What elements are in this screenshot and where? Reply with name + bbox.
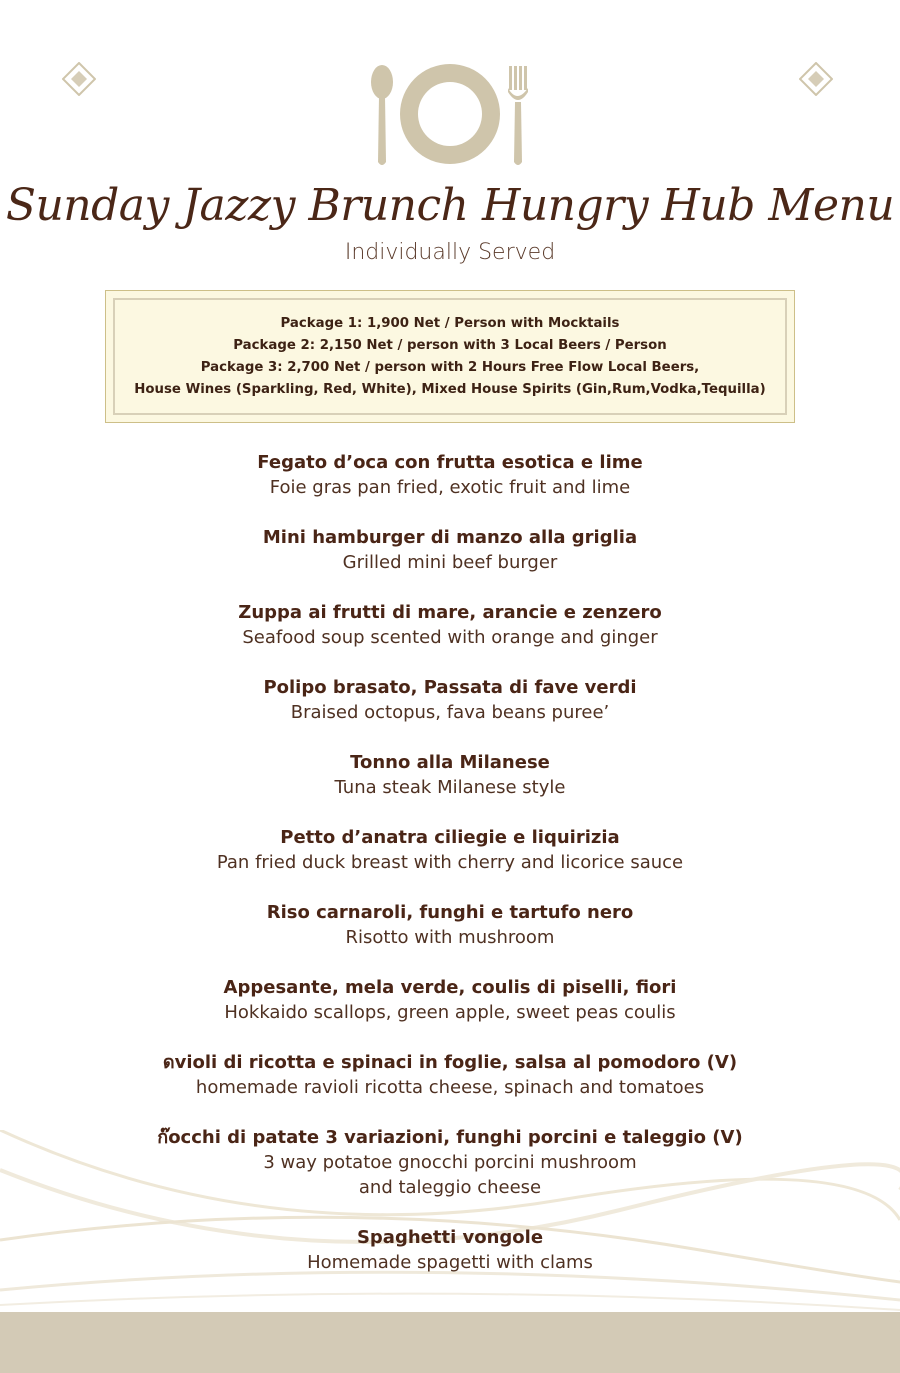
dish-item <box>0 1125 900 1200</box>
dish-item <box>0 1225 900 1275</box>
plate-and-cutlery-icon <box>360 62 540 170</box>
dish-item <box>0 450 900 500</box>
dish-list <box>0 450 900 1300</box>
dish-english-description: Hokkaido scallops, green apple, sweet peas coulis <box>224 1002 676 1023</box>
footer-band <box>0 1312 900 1373</box>
package-line: Package 3: 2,700 Net / person with 2 Hours Free Flow Local Beers, <box>200 359 700 375</box>
package-box <box>105 290 795 423</box>
dish-english-description: Braised octopus, fava beans puree’ <box>290 702 610 723</box>
dish-english-description: Foie gras pan fried, exotic fruit and lime <box>269 477 631 498</box>
dish-english-description: Grilled mini beef burger <box>342 552 558 573</box>
diamond-ornament-icon <box>62 62 96 96</box>
dish-italian-name: Mini hamburger di manzo alla griglia <box>262 527 638 548</box>
package-list <box>113 298 787 415</box>
dish-italian-name: Riso carnaroli, funghi e tartufo nero <box>266 902 634 923</box>
dish-italian-name: Polipo brasato, Passata di fave verdi <box>263 677 637 698</box>
menu-subtitle: Individually Served <box>344 240 556 265</box>
package-line: Package 2: 2,150 Net / person with 3 Local Beers / Person <box>233 337 667 353</box>
dish-italian-name: Appesante, mela verde, coulis di piselli, fiori <box>223 977 677 998</box>
dish-italian-name: ก๊occhi di patate 3 variazioni, funghi porcini e taleggio (V) <box>157 1127 743 1148</box>
dish-english-description: Seafood soup scented with orange and ginger <box>242 627 658 648</box>
dish-item <box>0 750 900 800</box>
dish-italian-name: Petto d’anatra ciliegie e liquirizia <box>280 827 620 848</box>
dish-english-description: Homemade spagetti with clams <box>307 1252 593 1273</box>
dish-italian-name: Fegato d’oca con frutta esotica e lime <box>257 452 643 473</box>
dish-english-description: homemade ravioli ricotta cheese, spinach and tomatoes <box>195 1077 705 1098</box>
diamond-ornament-icon <box>799 62 833 96</box>
dish-english-description: 3 way potatoe gnocchi porcini mushroom <box>263 1152 637 1173</box>
dish-italian-name: Spaghetti vongole <box>356 1227 544 1248</box>
dish-item <box>0 525 900 575</box>
dish-english-description: Risotto with mushroom <box>345 927 555 948</box>
dish-item <box>0 825 900 875</box>
dish-english-description: Pan fried duck breast with cherry and licorice sauce <box>216 852 684 873</box>
menu-title: Sunday Jazzy Brunch Hungry Hub Menu <box>5 180 895 231</box>
dish-item <box>0 975 900 1025</box>
dish-english-description: and taleggio cheese <box>358 1177 542 1198</box>
dish-italian-name: Zuppa ai frutti di mare, arancie e zenzero <box>238 602 662 623</box>
dish-italian-name: ดvioli di ricotta e spinaci in foglie, salsa al pomodoro (V) <box>162 1052 738 1073</box>
package-line: House Wines (Sparkling, Red, White), Mixed House Spirits (Gin,Rum,Vodka,Tequilla) <box>134 381 766 397</box>
dish-italian-name: Tonno alla Milanese <box>350 752 550 773</box>
dish-item <box>0 600 900 650</box>
dish-item <box>0 675 900 725</box>
package-line: Package 1: 1,900 Net / Person with Mocktails <box>280 315 620 331</box>
dish-english-description: Tuna steak Milanese style <box>334 777 566 798</box>
dish-item <box>0 1050 900 1100</box>
dish-item <box>0 900 900 950</box>
